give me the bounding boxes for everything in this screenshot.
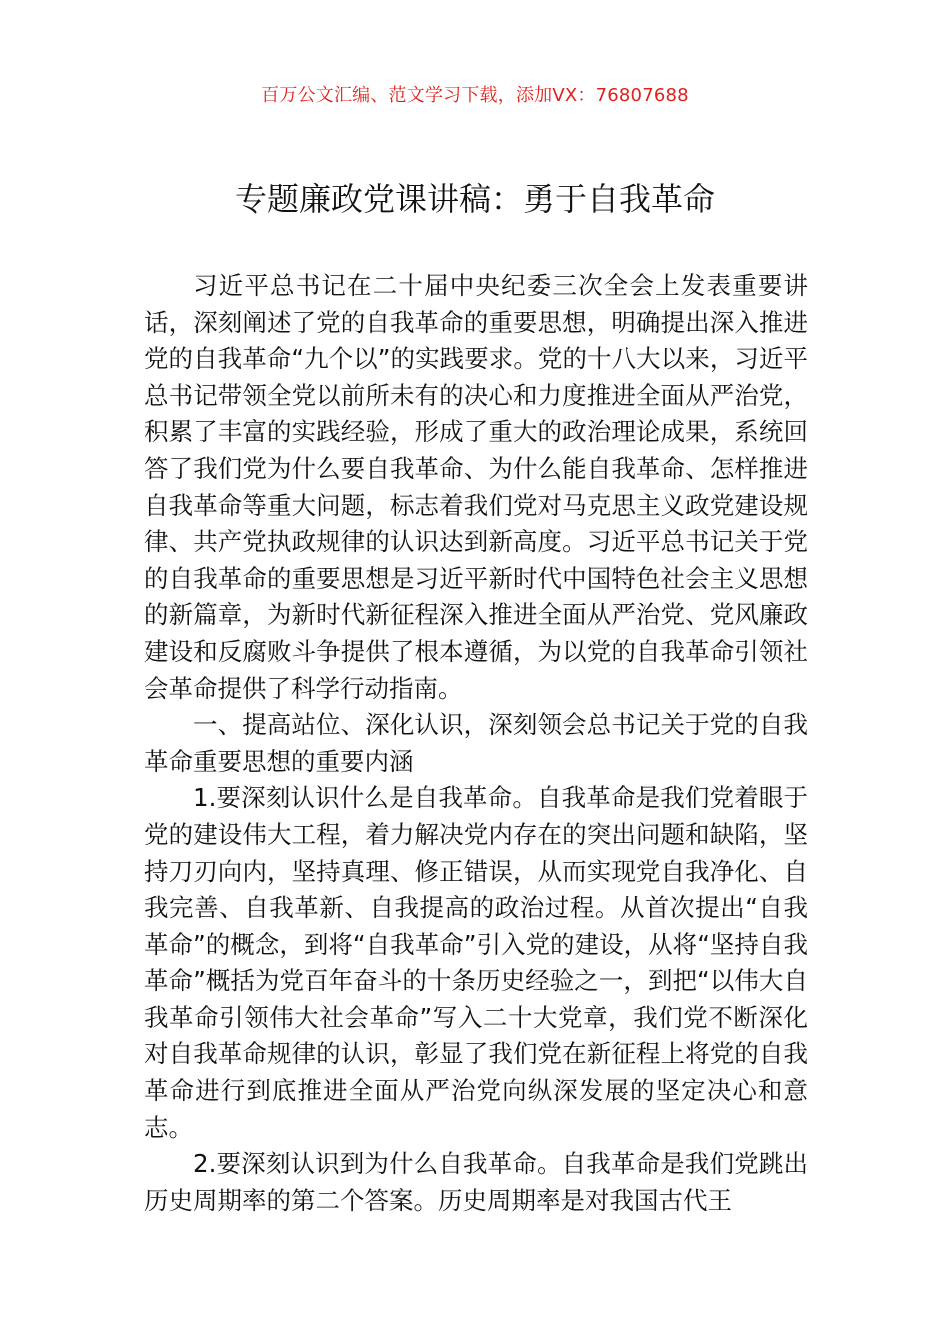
paragraph-point-1: 1.要深刻认识什么是自我革命。自我革命是我们党着眼于党的建设伟大工程，着力解决党内存在的突出问题和缺陷，坚持刀刃向内，坚持真理、修正错误，从而实现党自我净化、自我完善、自我革新、自我提高的政治过程。从首次提出“自我革命”的概念，到将“自我革命”引入党的建设，从将“坚持自我革命”概括为党百年奋斗的十条历史经验之一，到把“以伟大自我革命引领伟大社会革命”写入二十大党章，我们党不断深化对自我革命规律的认识，彰显了我们党在新征程上将党的自我革命进行到底推进全面从严治党向纵深发展的坚定决心和意志。: [144, 783, 808, 1142]
page-title: 专题廉政党课讲稿：勇于自我革命: [234, 180, 715, 218]
paragraph-point-2: 2.要深刻认识到为什么自我革命。自我革命是我们党跳出历史周期率的第二个答案。历史周期率是对我国古代王: [144, 1149, 808, 1215]
section-heading-1: 一、提高站位、深化认识，深刻领会总书记关于党的自我革命重要思想的重要内涵: [144, 710, 808, 776]
paragraph-intro: 习近平总书记在二十届中央纪委三次全会上发表重要讲话，深刻阐述了党的自我革命的重要思想，明确提出深入推进党的自我革命“九个以”的实践要求。党的十八大以来，习近平总书记带领全党以前所未有的决心和力度推进全面从严治党，积累了丰富的实践经验，形成了重大的政治理论成果，系统回答了我们党为什么要自我革命、为什么能自我革命、怎样推进自我革命等重大问题，标志着我们党对马克思主义政党建设规律、共产党执政规律的认识达到新高度。习近平总书记关于党的自我革命的重要思想是习近平新时代中国特色社会主义思想的新篇章，为新时代新征程深入推进全面从严治党、党风廉政建设和反腐败斗争提供了根本遵循，为以党的自我革命引领社会革命提供了科学行动指南。: [144, 271, 808, 703]
document-body: [144, 268, 808, 1219]
watermark-banner: 百万公文汇编、范文学习下载，添加VX：76807688: [261, 85, 689, 106]
